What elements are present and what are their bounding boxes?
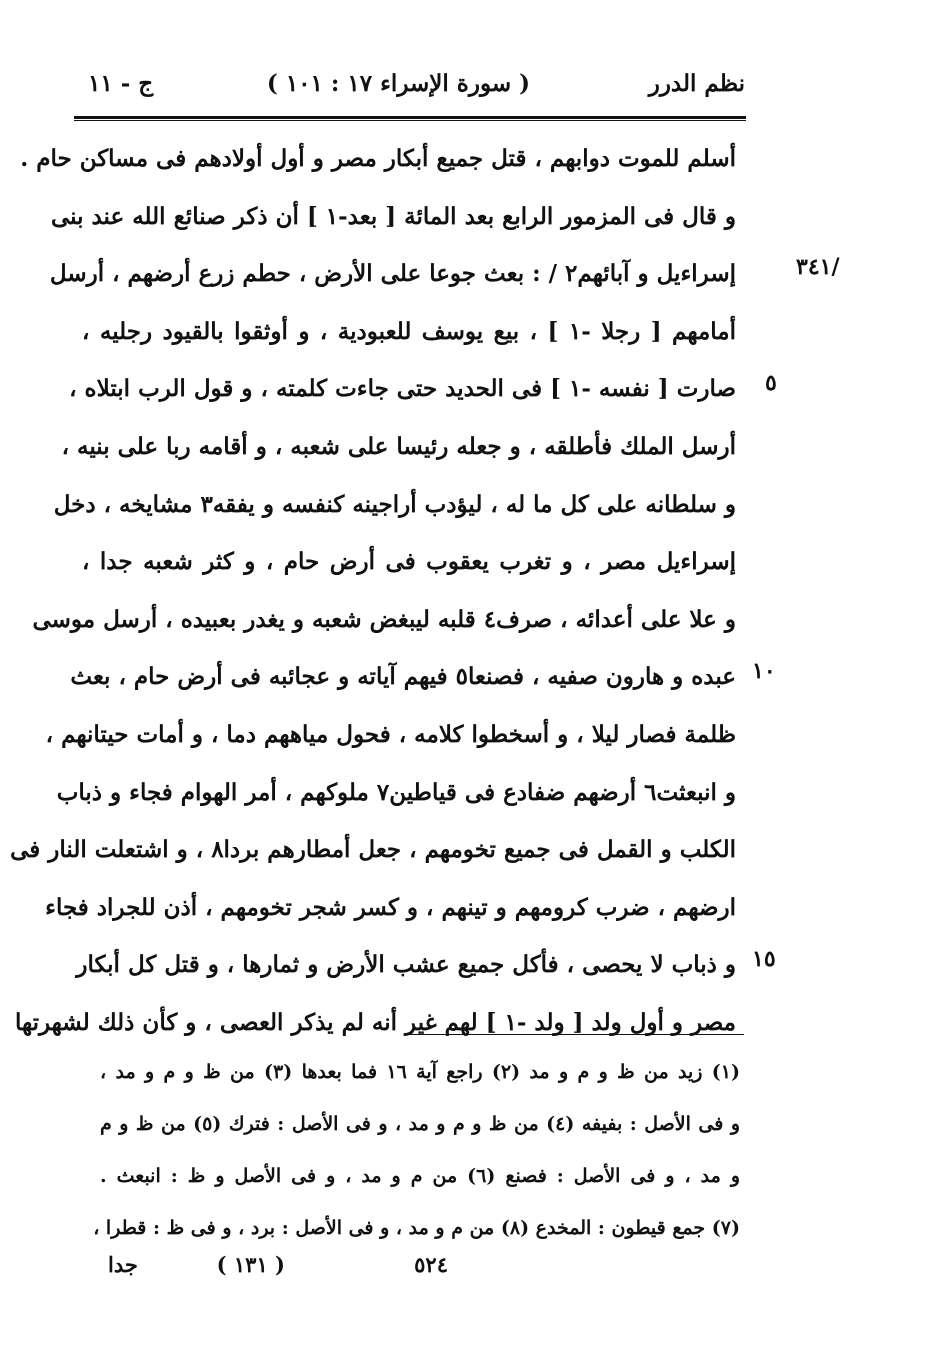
main-text xyxy=(10,130,736,1052)
footnote-line: (١) زيد من ظ و م و مد (٢) راجع آية ١٦ فما بعدها (٣) من ظ و م و مد ، xyxy=(100,1061,740,1083)
page-footer xyxy=(100,1248,740,1288)
volume-number: ج - ١١ xyxy=(88,70,154,97)
catchword: جدا xyxy=(108,1252,138,1277)
margin-line-number-5: ٥ xyxy=(765,370,777,396)
text-line: عبده و هارون صفيه ، فصنعا٥ فيهم آياته و عجائبه فى أرض حام ، بعث xyxy=(70,663,736,691)
footnote-line: و فى الأصل : بفيفه (٤) من ظ و م و مد ، و فى الأصل : فترك (٥) من ظ و م xyxy=(100,1113,740,1135)
text-line: و علا على أعدائه ، صرف٤ قلبه ليبغض شعبه و يغدر بعبيده ، أرسل موسى xyxy=(32,605,736,633)
page-number: ٥٢٤ xyxy=(414,1252,448,1277)
header-rule xyxy=(74,116,746,121)
text-line: الكلب و القمل فى جميع تخومهم ، جعل أمطارهم بردا٨ ، و اشتعلت النار فى xyxy=(10,836,736,864)
book-title: نظم الدرر xyxy=(648,70,745,97)
footnote-line: (٧) جمع قيطون : المخدع (٨) من م و مد ، و فى الأصل : برد ، و فى ظ : قطرا ، xyxy=(93,1217,740,1239)
text-line: ارضهم ، ضرب كرومهم و تينهم ، و كسر شجر تخومهم ، أذن للجراد فجاء xyxy=(45,893,736,921)
text-line: مصر و أول ولد [ ولد -١ ] لهم غير أنه لم يذكر العصى ، و كأن ذلك لشهرتها xyxy=(14,1008,736,1036)
footnote-rule xyxy=(410,1034,744,1035)
margin-line-number-15: ١٥ xyxy=(752,946,776,972)
footnotes xyxy=(93,1046,741,1254)
text-line: و ذباب لا يحصى ، فأكل جميع عشب الأرض و ثمارها ، و قتل كل أبكار xyxy=(76,951,736,979)
footnote-line: و مد ، و فى الأصل : فصنع (٦) من م و مد ، و فى الأصل و ظ : انبعث . xyxy=(100,1165,741,1187)
text-line: أرسل الملك فأطلقه ، و جعله رئيسا على شعبه ، و أقامه ربا على بنيه ، xyxy=(61,432,736,460)
text-line: أمامهم [ رجلا -١ ] ، بيع يوسف للعبودية ، و أوثقوا بالقيود رجليه ، xyxy=(82,317,736,345)
signature-mark: ( ١٣١ ) xyxy=(216,1252,285,1277)
text-line: أسلم للموت دوابهم ، قتل جميع أبكار مصر و أول أولادهم فى مساكن حام . xyxy=(20,145,736,172)
text-line: ظلمة فصار ليلا ، و أسخطوا كلامه ، فحول مياههم دما ، و أمات حيتانهم ، xyxy=(45,720,736,748)
surah-reference: ( سورة الإسراء ١٧ : ١٠١ ) xyxy=(266,70,530,97)
text-line: إسراءيل مصر ، و تغرب يعقوب فى أرض حام ، و كثر شعبه جدا ، xyxy=(82,548,736,576)
text-line: إسراءيل و آبائهم٢ / : بعث جوعا على الأرض ، حطم زرع أرضهم ، أرسل xyxy=(49,260,736,288)
text-line: صارت [ نفسه -١ ] فى الحديد حتى جاءت كلمته ، و قول الرب ابتلاه ، xyxy=(69,375,736,403)
text-line: و قال فى المزمور الرابع بعد المائة [ بعد-١ ] أن ذكر صنائع الله عند بنى xyxy=(50,202,736,230)
margin-page-reference: /٣٤١ xyxy=(796,254,840,280)
text-line: و انبعثت٦ أرضهم ضفادع فى قياطين٧ ملوكهم ، أمر الهوام فجاء و ذباب xyxy=(56,778,736,806)
running-header xyxy=(80,66,745,106)
margin-line-number-10: ١٠ xyxy=(752,658,776,684)
text-line: و سلطانه على كل ما له ، ليؤدب أراجينه كنفسه و يفقه٣ مشايخه ، دخل xyxy=(53,490,736,518)
